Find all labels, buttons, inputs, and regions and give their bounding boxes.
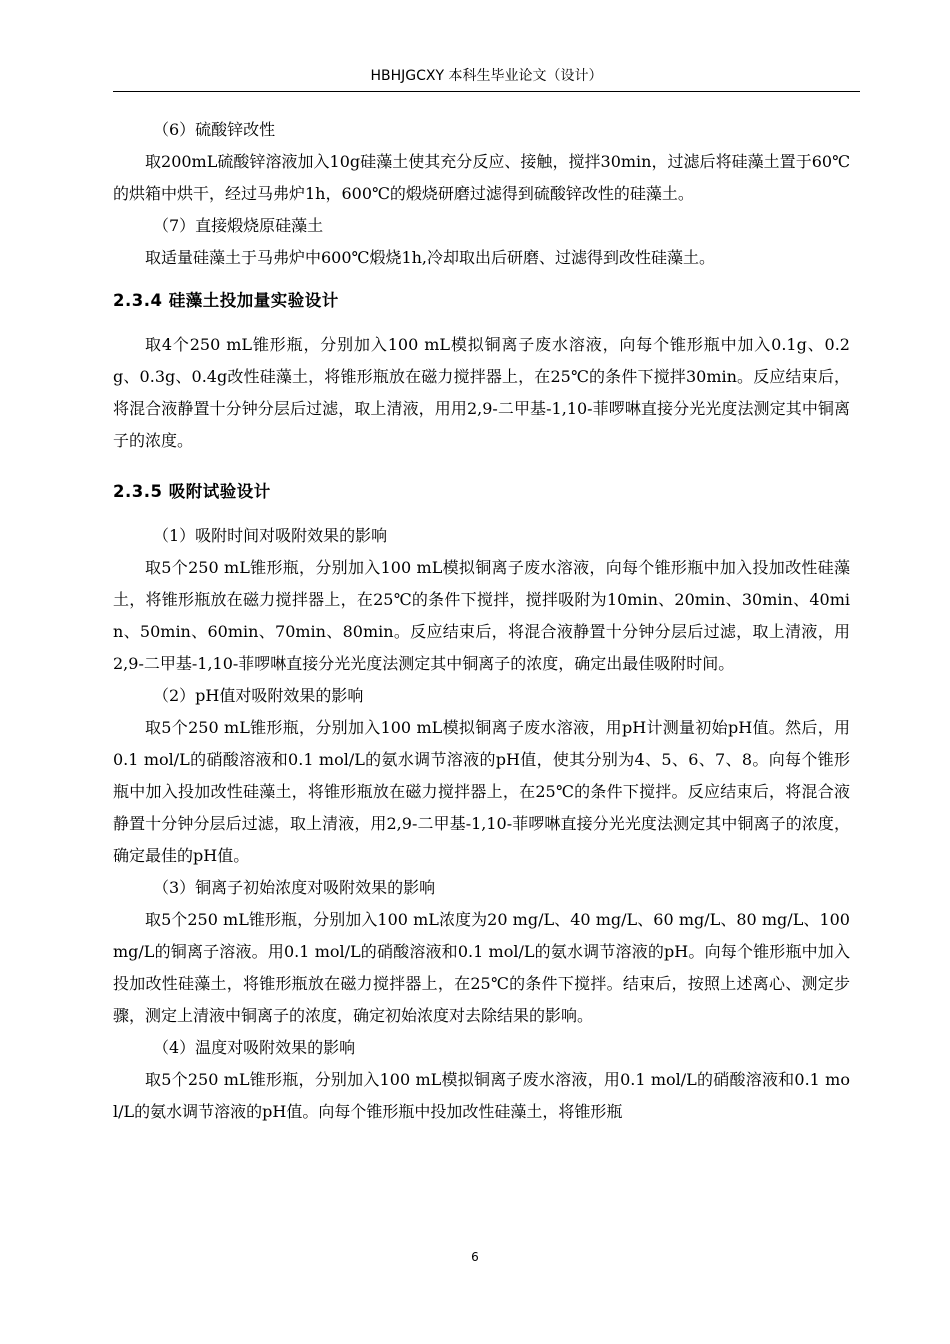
page-body bbox=[113, 114, 850, 1128]
section-heading-2-3-4: 2.3.4 硅藻土投加量实验设计 bbox=[113, 291, 339, 310]
ph-effect-text: 取5个250 mL锥形瓶，分别加入100 mL模拟铜离子废水溶液，用pH计测量初始pH值。然后，用0.1 mol/L的硝酸溶液和0.1 mol/L的氨水调节溶液的pH值，使其分别为4、5、6、7、8。向每个锥形瓶中加入投加改性硅藻土，将锥形瓶放在磁力搅拌器上，在25℃的条件下搅拌。反应结束后，将混合液静置十分钟分层后过滤，取上清液，用2,9-二甲基-1,10-菲啰啉直接分光光度法测定其中铜离子的浓度，确定最佳的pH值。 bbox=[113, 718, 850, 865]
initial-concentration-title: （3）铜离子初始浓度对吸附效果的影响 bbox=[153, 878, 436, 897]
header-rule bbox=[113, 91, 860, 92]
page-number: 6 bbox=[471, 1250, 479, 1264]
ph-effect-title: （2）pH值对吸附效果的影响 bbox=[153, 686, 364, 705]
adsorption-time-text: 取5个250 mL锥形瓶，分别加入100 mL模拟铜离子废水溶液，向每个锥形瓶中加入投加改性硅藻土，将锥形瓶放在磁力搅拌器上，在25℃的条件下搅拌，搅拌吸附为10min、20min、30min、40min、50min、60min、70min、80min。反应结束后，将混合液静置十分钟分层后过滤，取上清液，用2,9-二甲基-1,10-菲啰啉直接分光光度法测定其中铜离子的浓度，确定出最佳吸附时间。 bbox=[113, 558, 850, 673]
subsection-7-title: （7）直接煅烧原硅藻土 bbox=[153, 216, 324, 235]
section-2-3-4-text: 取4个250 mL锥形瓶，分别加入100 mL模拟铜离子废水溶液，向每个锥形瓶中加入0.1g、0.2 g、0.3g、0.4g改性硅藻土，将锥形瓶放在磁力搅拌器上，在25℃的条件下搅拌30min。反应结束后，将混合液静置十分钟分层后过滤，取上清液，用用2,9-二甲基-1,10-菲啰啉直接分光光度法测定其中铜离子的浓度。 bbox=[113, 335, 850, 450]
adsorption-time-title: （1）吸附时间对吸附效果的影响 bbox=[153, 526, 388, 545]
running-header: HBHJGCXY 本科生毕业论文（设计） bbox=[370, 68, 603, 84]
subsection-7-text: 取适量硅藻土于马弗炉中600℃煅烧1h,冷却取出后研磨、过滤得到改性硅藻土。 bbox=[145, 248, 716, 267]
section-heading-2-3-5: 2.3.5 吸附试验设计 bbox=[113, 482, 271, 501]
subsection-6-text: 取200mL硫酸锌溶液加入10g硅藻土使其充分反应、接触，搅拌30min，过滤后将硅藻土置于60℃的烘箱中烘干，经过马弗炉1h，600℃的煅烧研磨过滤得到硫酸锌改性的硅藻土。 bbox=[113, 152, 850, 203]
temperature-effect-title: （4）温度对吸附效果的影响 bbox=[153, 1038, 356, 1057]
subsection-6-title: （6）硫酸锌改性 bbox=[153, 120, 276, 139]
initial-concentration-text: 取5个250 mL锥形瓶，分别加入100 mL浓度为20 mg/L、40 mg/L、60 mg/L、80 mg/L、100 mg/L的铜离子溶液。用0.1 mol/L的硝酸溶液和0.1 mol/L的氨水调节溶液的pH。向每个锥形瓶中加入投加改性硅藻土，将锥形瓶放在磁力搅拌器上，在25℃的条件下搅拌。结束后，按照上述离心、测定步骤，测定上清液中铜离子的浓度，确定初始浓度对去除结果的影响。 bbox=[113, 910, 850, 1025]
temperature-effect-text: 取5个250 mL锥形瓶，分别加入100 mL模拟铜离子废水溶液，用0.1 mol/L的硝酸溶液和0.1 mol/L的氨水调节溶液的pH值。向每个锥形瓶中投加改性硅藻土，将锥形瓶 bbox=[113, 1070, 850, 1121]
